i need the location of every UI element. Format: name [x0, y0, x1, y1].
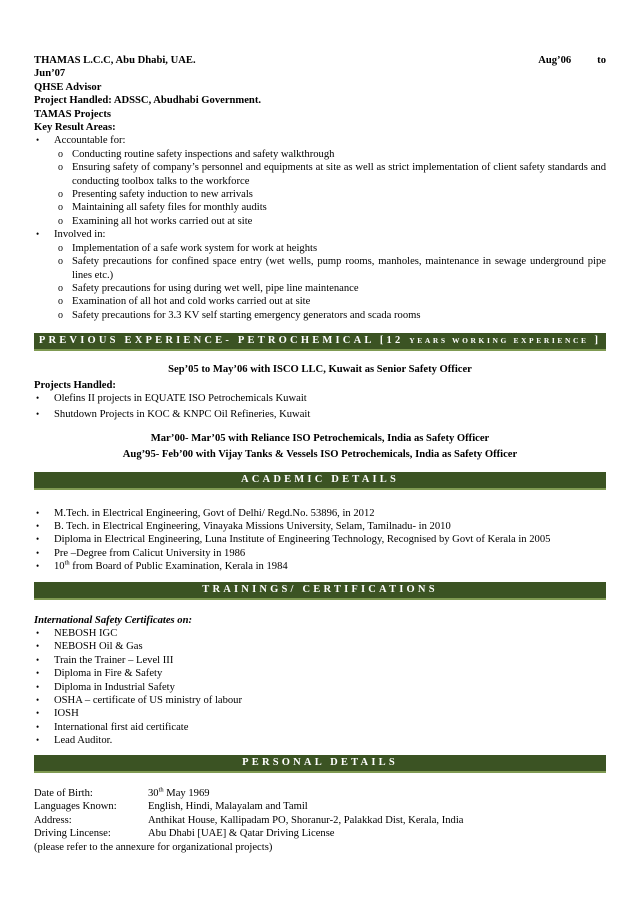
list-item: o Examining all hot works carried out at site	[58, 215, 253, 227]
bullet-icon: •	[36, 668, 40, 679]
bullet-icon: •	[36, 507, 40, 518]
list-item: • Lead Auditor.	[36, 735, 113, 747]
employment-end: Jun’07	[34, 68, 66, 80]
list-item: o Presenting safety induction to new arrivals	[58, 189, 253, 201]
job-heading: Aug’95- Feb’00 with Vijay Tanks & Vessels ISO Petrochemicals, India as Safety Officer	[122, 449, 518, 461]
list-item: • OSHA – certificate of US ministry of labour	[36, 695, 243, 707]
list-item: • Shutdown Projects in KOC & KNPC Oil Refineries, Kuwait	[36, 409, 311, 421]
sub-bullet-icon: o	[58, 256, 63, 268]
kra-list	[34, 134, 606, 322]
bullet-icon: •	[36, 534, 40, 545]
kra-group-label: Involved in:	[54, 229, 106, 241]
projects-name: TAMAS Projects	[34, 108, 111, 120]
bullet-icon: •	[36, 547, 40, 558]
list-item: • IOSH	[36, 708, 79, 720]
sub-bullet-icon: o	[58, 215, 63, 227]
sub-bullet-icon: o	[58, 162, 63, 174]
list-item: • NEBOSH IGC	[36, 628, 118, 639]
list-item: • Diploma in Industrial Safety	[36, 681, 175, 693]
employer-row	[34, 54, 606, 67]
field-label: Address:	[34, 814, 72, 826]
bullet-icon: •	[36, 641, 40, 652]
employment-to: to	[597, 55, 606, 66]
list-item: • Olefins II projects in EQUATE ISO Petrochemicals Kuwait	[36, 392, 307, 404]
bullet-icon: •	[36, 735, 40, 746]
section-title: PERSONAL DETAILS	[242, 756, 398, 768]
section-bar-previous-experience	[34, 333, 606, 351]
list-item: • Train the Trainer – Level III	[36, 654, 174, 666]
list-item: • Diploma in Fire & Safety	[36, 668, 163, 680]
bullet-icon: •	[36, 409, 40, 420]
bullet-icon: •	[36, 628, 40, 638]
section-bar-personal	[34, 755, 606, 773]
annexure-note: (please refer to the annexure for organizational projects)	[34, 842, 273, 854]
employer-name: THAMAS L.C.C, Abu Dhabi, UAE.	[34, 55, 196, 66]
bullet-icon: •	[36, 520, 40, 531]
section-title-small: YEARS WORKING EXPERIENCE	[409, 336, 589, 346]
section-title: ACADEMIC DETAILS	[240, 473, 400, 485]
field-value: English, Hindi, Malayalam and Tamil	[148, 801, 308, 813]
section-title: TRAININGS/ CERTIFICATIONS	[202, 583, 438, 595]
field-value: Abu Dhabi [UAE] & Qatar Driving License	[148, 828, 335, 840]
bullet-icon: •	[36, 392, 40, 403]
table-row	[34, 814, 463, 828]
kra-group-involved	[34, 228, 606, 241]
sub-bullet-icon: o	[58, 309, 63, 321]
section-title: PREVIOUS EXPERIENCE- PETROCHEMICAL [12	[38, 335, 404, 347]
sub-bullet-icon: o	[58, 296, 63, 308]
job-heading: Sep’05 to May’06 with ISCO LLC, Kuwait as Senior Safety Officer	[168, 364, 472, 376]
field-label: Languages Known:	[34, 801, 117, 813]
list-item: • 10th from Board of Public Examination, Kerala in 1984	[36, 559, 288, 573]
list-item: o Ensuring safety of company’s personnel and equipments at site as well as strict implementation of client safety standards and conducting toolbox talks to the workforce	[58, 162, 606, 187]
sub-bullet-icon: o	[58, 148, 63, 160]
projects-label: Projects Handled:	[34, 379, 116, 391]
resume-page	[34, 54, 606, 854]
bullet-icon: •	[36, 681, 40, 692]
list-item: o Maintaining all safety files for monthly audits	[58, 202, 267, 214]
job-heading: Mar’00- Mar’05 with Reliance ISO Petrochemicals, India as Safety Officer	[150, 432, 490, 444]
list-item: o Safety precautions for using during wet well, pipe line maintenance	[58, 282, 359, 294]
list-item: • NEBOSH Oil & Gas	[36, 641, 143, 653]
list-item: • B. Tech. in Electrical Engineering, Vinayaka Missions University, Selam, Tamilnadu- in 2010	[36, 520, 451, 532]
bullet-icon: •	[36, 708, 40, 719]
kra-group-label: Accountable for:	[54, 135, 126, 147]
sub-bullet-icon: o	[58, 282, 63, 294]
table-row	[34, 800, 463, 814]
list-item: • Diploma in Electrical Engineering, Luna Institute of Engineering Technology, Recognised by Govt of Kerala in 2005	[36, 534, 551, 546]
list-item: • Pre –Degree from Calicut University in 1986	[36, 547, 246, 559]
bullet-icon: •	[36, 229, 40, 240]
projects-list	[34, 392, 606, 422]
list-item: o Conducting routine safety inspections and safety walkthrough	[58, 148, 335, 160]
sub-bullet-icon: o	[58, 242, 63, 254]
personal-details-table	[34, 787, 463, 841]
certificates-heading: International Safety Certificates on:	[34, 614, 193, 626]
bullet-icon: •	[36, 135, 40, 146]
section-bar-trainings	[34, 582, 606, 600]
bullet-icon: •	[36, 695, 40, 706]
kra-heading: Key Result Areas:	[34, 122, 116, 134]
employment-start: Aug’06	[538, 55, 572, 66]
project-handled: Project Handled: ADSSC, Abudhabi Government.	[34, 95, 262, 107]
section-title-end: ]	[594, 335, 602, 347]
bullet-icon: •	[36, 561, 40, 572]
certificates-list	[34, 627, 606, 748]
table-row	[34, 827, 463, 841]
list-item: o Safety precautions for confined space entry (wet wells, pump rooms, manholes, maintenance in sewage underground pipe lines etc.)	[58, 256, 606, 281]
field-value: 30th May 1969	[148, 786, 210, 799]
list-item: o Examination of all hot and cold works carried out at site	[58, 296, 311, 308]
list-item: o Implementation of a safe work system for work at heights	[58, 242, 318, 254]
table-row	[34, 787, 463, 801]
sub-bullet-icon: o	[58, 202, 63, 214]
sub-bullet-icon: o	[58, 189, 63, 201]
field-value: Anthikat House, Kallipadam PO, Shoranur-2, Palakkad Dist, Kerala, India	[148, 814, 464, 826]
academic-list	[34, 507, 606, 574]
field-label: Date of Birth:	[34, 787, 93, 799]
bullet-icon: •	[36, 721, 40, 732]
list-item: • M.Tech. in Electrical Engineering, Govt of Delhi/ Regd.No. 53896, in 2012	[36, 507, 375, 519]
section-bar-academic	[34, 472, 606, 490]
list-item: • International first aid certificate	[36, 721, 189, 733]
bullet-icon: •	[36, 654, 40, 665]
kra-group-accountable	[34, 134, 606, 147]
job-role: QHSE Advisor	[34, 81, 102, 93]
field-label: Driving Lincense:	[34, 828, 111, 840]
list-item: o Safety precautions for 3.3 KV self starting emergency generators and scada rooms	[58, 309, 421, 321]
